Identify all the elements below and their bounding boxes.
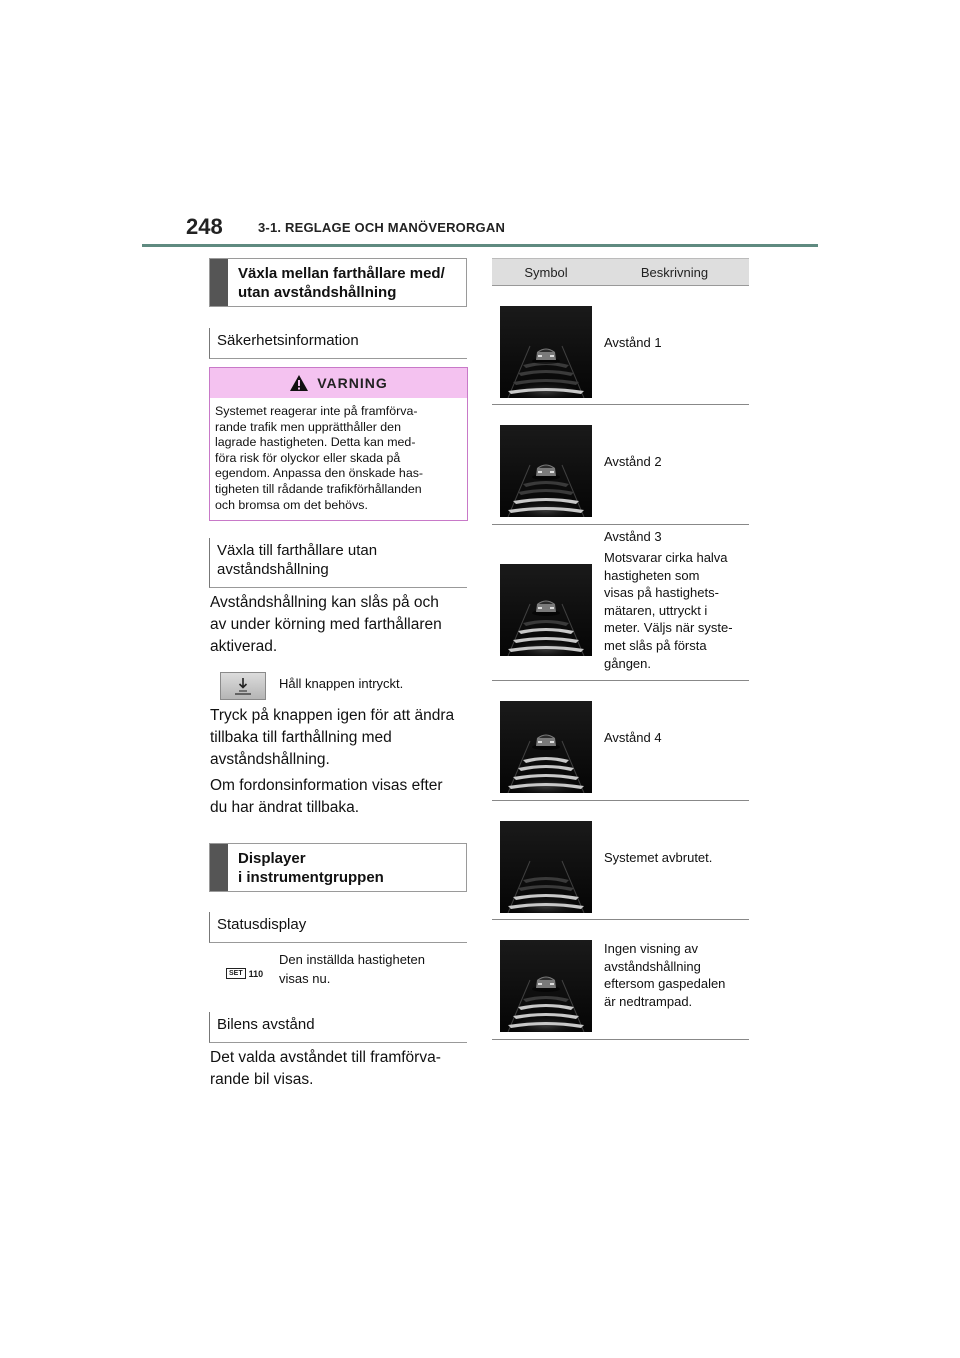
paragraph-toggle: Avståndshållning kan slås på och av under körning med farthållaren aktiverad. <box>210 594 442 655</box>
section-switch-cruise-title: Växla mellan farthållare med/ utan avståndshållning <box>238 265 445 301</box>
header-rule <box>142 244 818 247</box>
paragraph-press-again: Tryck på knappen igen för att ändra tillbaka till farthållning med avståndshållning. <box>210 707 455 768</box>
col-description: Beskrivning <box>640 264 709 280</box>
table-row <box>492 920 749 1040</box>
table-row <box>492 801 749 920</box>
col-symbol: Symbol <box>524 264 568 280</box>
switch-heading: Växla till farthållare utan avståndshållning <box>209 538 467 588</box>
paragraph-vehicle-info: Om fordonsinformation visas efter du har ändrat tillbaka. <box>210 777 443 816</box>
set-speed-icon <box>226 968 263 979</box>
page-number: 248 <box>186 214 223 239</box>
warning-icon <box>289 374 309 392</box>
table-row <box>492 681 749 801</box>
row-title: Avstånd 2 <box>604 454 662 469</box>
row-title: Systemet avbrutet. <box>604 850 713 865</box>
status-heading: Statusdisplay <box>209 912 467 943</box>
table-row <box>492 525 749 681</box>
no-display-image <box>500 940 592 1032</box>
chapter-title: 3-1. REGLAGE OCH MANÖVERORGAN <box>258 220 506 235</box>
distance-1-image <box>500 306 592 398</box>
warning-header <box>210 368 467 398</box>
warning-box <box>209 367 468 521</box>
section-displays <box>209 843 467 892</box>
table-header <box>492 258 749 286</box>
status-text: Den inställda hastigheten visas nu. <box>279 952 425 986</box>
row-text: Motsvarar cirka halva hastigheten som visas på hastighets- mätaren, uttryckt i meter. Väljs när syste- met slås på första gången. <box>604 550 733 671</box>
warning-title: VARNING <box>317 375 388 391</box>
warning-text: Systemet reagerar inte på framförva- rande trafik men upprätthåller den lagrade hastigheten. Detta kan med- föra risk för olyckor eller skada på egendom. Anpassa den önskade has- tigheten till rådande trafikförhållanden och bromsa om det behövs. <box>215 404 424 512</box>
section-displays-title: Displayer i instrumentgruppen <box>238 850 384 886</box>
set-speed-value: 110 <box>248 968 264 979</box>
safety-heading: Säkerhetsinformation <box>209 328 467 359</box>
paragraph-distance: Det valda avståndet till framförva- rande bil visas. <box>210 1049 441 1088</box>
distance-heading: Bilens avstånd <box>209 1012 467 1043</box>
distance-2-image <box>500 425 592 517</box>
distance-4-image <box>500 701 592 793</box>
table-row <box>492 405 749 525</box>
button-caption: Håll knappen intryckt. <box>279 676 404 691</box>
row-title: Avstånd 3 <box>604 529 662 544</box>
row-title: Avstånd 4 <box>604 730 662 745</box>
section-switch-cruise <box>209 258 467 307</box>
set-label: SET <box>226 968 246 979</box>
row-title: Ingen visning av avståndshållning eftersom gaspedalen är nedtrampad. <box>604 941 726 1009</box>
distance-button-icon <box>220 672 266 700</box>
row-title: Avstånd 1 <box>604 335 662 350</box>
system-interrupted-image <box>500 821 592 913</box>
table-row <box>492 286 749 405</box>
distance-3-image <box>500 564 592 656</box>
